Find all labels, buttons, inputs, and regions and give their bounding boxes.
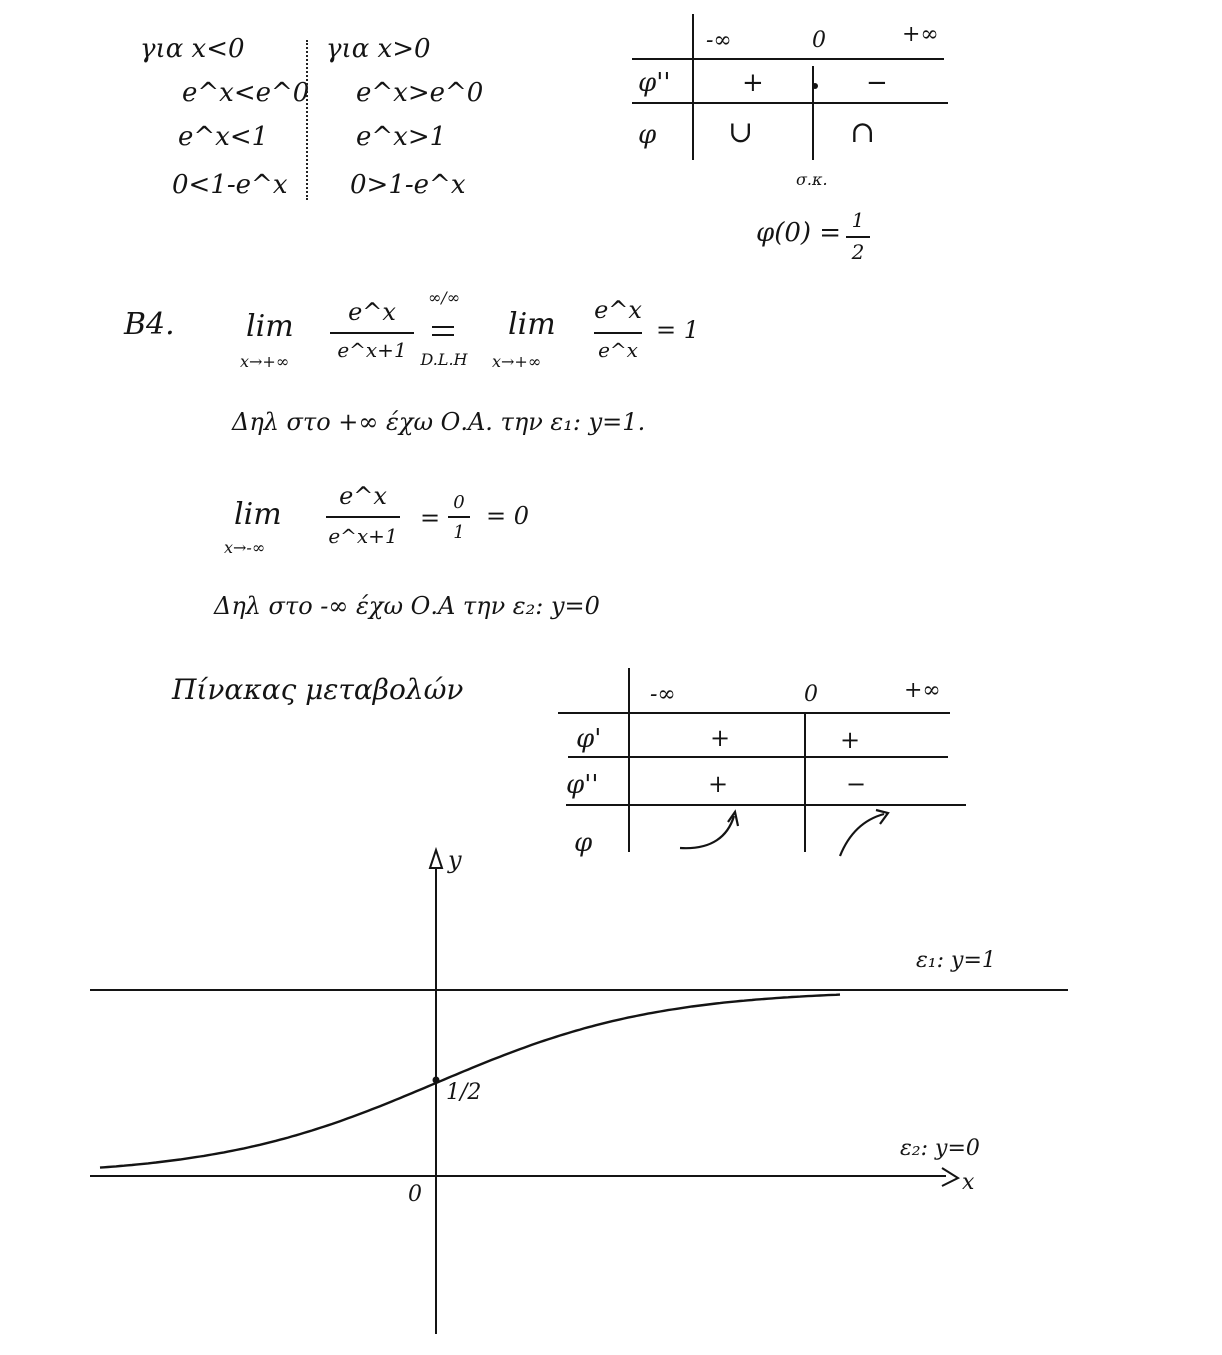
var-phi-prime-right: + <box>840 726 861 754</box>
lim3-num: e^x <box>339 482 387 510</box>
table1-inflection-label: σ.κ. <box>796 170 828 189</box>
lim1-num: e^x <box>348 298 396 326</box>
var-header-neg-inf: -∞ <box>650 682 676 707</box>
lim2-sub: x→+∞ <box>492 352 542 371</box>
lim1-den: e^x+1 <box>337 338 407 362</box>
lim2-num: e^x <box>594 296 642 324</box>
var-label-phi-second: φ'' <box>566 770 599 800</box>
case-left-line-3: e^x<1 <box>178 122 269 152</box>
case-left-line-4: 0<1-e^x <box>172 170 288 200</box>
intercept-dot <box>433 1077 440 1084</box>
var-phi-second-left: + <box>708 770 729 798</box>
table1-header-neg-inf: -∞ <box>706 28 732 53</box>
asymptote-e2-label: ε₂: y=0 <box>900 1136 980 1161</box>
case-right-line-2: e^x>e^0 <box>356 78 484 108</box>
lim3-result: = 0 <box>486 502 530 530</box>
table1-label-phi: φ <box>638 120 657 150</box>
table1-sign-minus: − <box>866 68 888 98</box>
table1-concave-symbol: ∩ <box>850 115 876 150</box>
y-axis-label: y <box>448 846 462 874</box>
case-right-line-3: e^x>1 <box>356 122 447 152</box>
var-header-zero: 0 <box>804 682 818 707</box>
lim1-word: lim <box>246 309 294 344</box>
lim3-eq: = <box>420 504 441 532</box>
lim3-den: e^x+1 <box>328 524 398 548</box>
table1-header-zero: 0 <box>812 28 826 53</box>
case-right-line-4: 0>1-e^x <box>350 170 466 200</box>
lim1-eq-top: ∞/∞ <box>427 288 461 307</box>
increasing-convex-arrow <box>680 816 734 848</box>
table1-sign-plus: + <box>742 68 764 98</box>
phi-zero-den: 2 <box>851 240 865 264</box>
lim3-sub: x→-∞ <box>224 538 266 557</box>
case-left-line-1: για x<0 <box>140 34 245 64</box>
variation-title: Πίνακας μεταβολών <box>172 673 464 706</box>
lim1-eq-sub: D.L.H <box>420 350 468 369</box>
lim3-frac-den: 1 <box>453 522 465 543</box>
lim2-word: lim <box>508 307 556 342</box>
var-header-pos-inf: +∞ <box>904 678 941 703</box>
table1-inflection-dot <box>812 83 818 89</box>
var-phi-prime-left: + <box>710 724 731 752</box>
lim3-frac-num: 0 <box>453 492 465 513</box>
table1-header-pos-inf: +∞ <box>902 22 939 47</box>
b4-label: B4. <box>124 307 175 342</box>
table1-convex-symbol: ∪ <box>728 115 754 150</box>
table1-label-phi-second: φ'' <box>638 68 671 98</box>
lim2-result: = 1 <box>656 316 700 344</box>
lim2-den: e^x <box>598 338 638 362</box>
asymptote-e1-label: ε₁: y=1 <box>916 948 996 973</box>
y-axis-arrow <box>430 850 442 868</box>
phi-zero-label: φ(0) = <box>756 218 842 248</box>
asymptote-line-1: Δηλ στο +∞ έχω Ο.Α. την ε₁: y=1. <box>232 408 646 436</box>
increasing-concave-arrow <box>840 814 884 856</box>
var-label-phi: φ <box>574 828 593 858</box>
case-right-line-1: για x>0 <box>326 34 431 64</box>
lim3-word: lim <box>234 497 282 532</box>
intercept-label: 1/2 <box>446 1080 482 1105</box>
x-axis-label: x <box>962 1170 975 1195</box>
phi-zero-num: 1 <box>851 208 865 232</box>
asymptote-line-2: Δηλ στο -∞ έχω Ο.Α την ε₂: y=0 <box>214 592 600 620</box>
case-left-line-2: e^x<e^0 <box>182 78 310 108</box>
var-label-phi-prime: φ' <box>576 724 602 754</box>
lim1-sub: x→+∞ <box>240 352 290 371</box>
var-phi-second-right: − <box>846 770 867 798</box>
origin-label: 0 <box>408 1182 422 1207</box>
